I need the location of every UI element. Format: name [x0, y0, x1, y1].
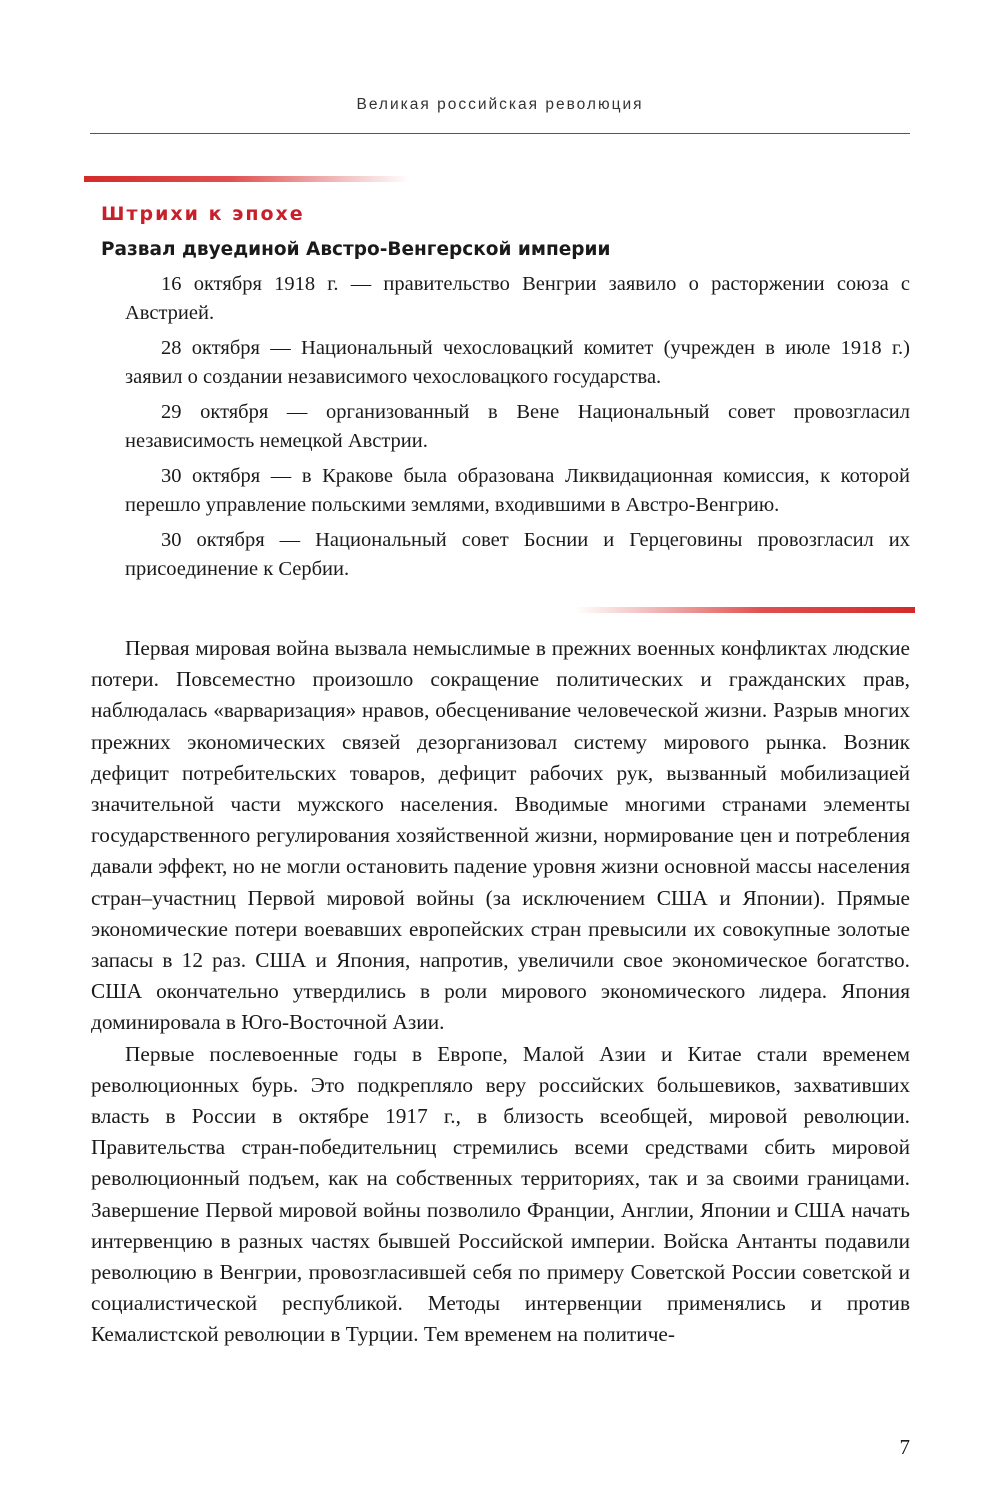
- body-paragraph: Первые послевоенные годы в Европе, Малой Азии и Китае стали временем революционных бурь. Это подкрепляло веру российских большевиков, захвативших власть в России в октябре 1917 г., в близость всеобщей, мировой революции. Правительства стран-победительниц стремились всеми средствами сбить мировой революционный подъем, как на собственных территориях, так и за своими границами. Завершение Первой мировой войны позволило Франции, Англии, Японии и США начать интервенцию в разных частях бывшей Российской империи. Войска Антанты подавили революцию в Венгрии, провозгласившей себя по примеру Советской России советской и социалистической республикой. Методы интервенции применялись и против Кемалистской революции в Турции. Тем временем на политиче-: [91, 1041, 910, 1347]
- main-text: [91, 633, 910, 1351]
- sidebar-subtitle: Развал двуединой Австро-Венгерской империи: [101, 239, 611, 260]
- sidebar-paragraph: 29 октября — организованный в Вене Национальный совет провозгласил независимость немецкой Австрии.: [125, 401, 910, 452]
- sidebar-paragraph: 28 октября — Национальный чехословацкий комитет (учрежден в июле 1918 г.) заявил о создании независимого чехословацкого государства.: [125, 337, 910, 388]
- sidebar-bottom-accent-band: [575, 607, 915, 613]
- sidebar-title: Штрихи к эпохе: [101, 203, 305, 225]
- body-paragraph: Первая мировая война вызвала немыслимые в прежних военных конфликтах людские потери. Повсеместно произошло сокращение политических и гражданских прав, наблюдалась «варваризация» нравов, обесценивание человеческой жизни. Разрыв многих прежних экономических связей дезорганизовал систему мирового рынка. Возник дефицит потребительских товаров, дефицит рабочих рук, вызванный мобилизацией значительной части мужского населения. Вводимые многими странами элементы государственного регулирования хозяйственной жизни, нормирование цен и потребления давали эффект, но не могли остановить падение уровня жизни основной массы населения стран–участниц Первой мировой войны (за исключением США и Японии). Прямые экономические потери воевавших европейских стран превысили их совокупные золотые запасы в 12 раз. США и Япония, напротив, увеличили свое экономическое богатство. США окончательно утвердились в роли мирового экономического лидера. Япония доминировала в Юго-Восточной Азии.: [91, 636, 910, 1035]
- sidebar-paragraph: 30 октября — Национальный совет Боснии и Герцеговины провозгласил их присоединение к Сербии.: [125, 529, 910, 580]
- sidebar-paragraph: 30 октября — в Кракове была образована Ликвидационная комиссия, к которой перешло управление польскими землями, входившими в Австро-Венгрию.: [125, 465, 910, 516]
- sidebar-body: [125, 270, 910, 590]
- sidebar-top-accent-band: [84, 176, 410, 182]
- sidebar-paragraph: 16 октября 1918 г. — правительство Венгрии заявило о расторжении союза с Австрией.: [125, 273, 910, 324]
- running-header: Великая российская революция: [356, 96, 644, 113]
- page-number: 7: [899, 1435, 910, 1459]
- header-rule: [90, 133, 910, 134]
